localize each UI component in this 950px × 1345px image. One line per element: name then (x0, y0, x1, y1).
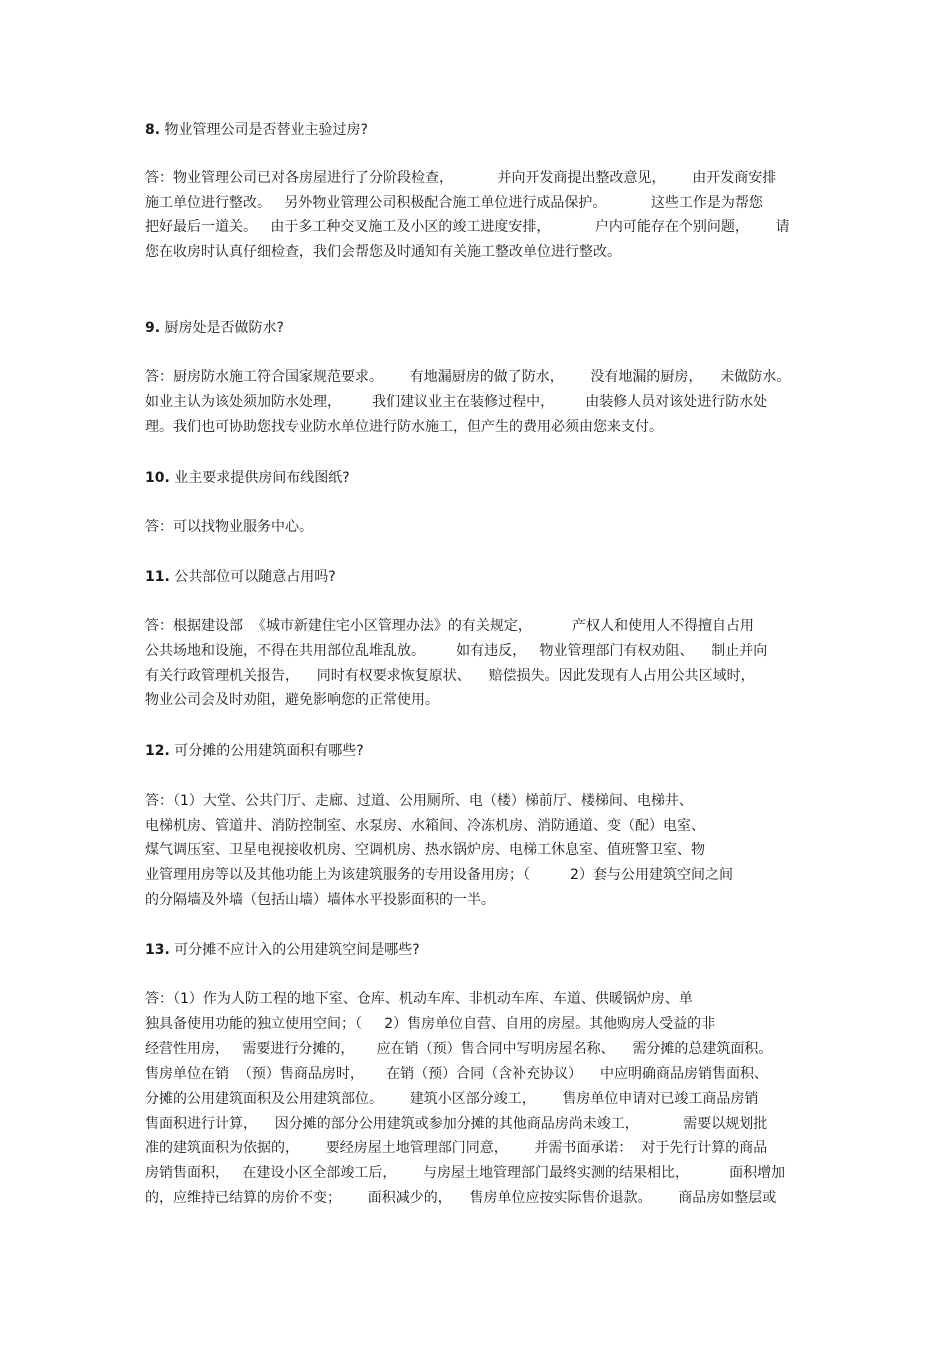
answer-line: 的分隔墙及外墙（包括山墙）墙体水平投影面积的一半。 (145, 892, 495, 908)
answer-line: 分摊的公用建筑面积及公用建筑部位。 建筑小区部分竣工， 售房单位申请对已竣工商品房销 (145, 1091, 759, 1107)
question-text: 物业管理公司是否替业主验过房? (164, 122, 368, 138)
question-10 (145, 468, 350, 488)
answer-line: 煤气调压室、卫星电视接收机房、空调机房、热水锅炉房、电梯工休息室、值班警卫室、物 (145, 842, 705, 858)
question-11 (145, 567, 336, 587)
question-number: 10. (145, 470, 170, 486)
answer-line: 售面积进行计算， 因分摊的部分公用建筑或参加分摊的其他商品房尚未竣工， 需要以规划批 (145, 1116, 768, 1132)
answer-line: 施工单位进行整改。 另外物业管理公司积极配合施工单位进行成品保护。 这些工作是为帮您 (145, 195, 763, 211)
question-8 (145, 120, 368, 140)
answer-line: 经营性用房， 需要进行分摊的， 应在销（预）售合同中写明房屋名称、 需分摊的总建筑面积。 (145, 1041, 773, 1057)
question-number: 12. (145, 743, 170, 759)
answer-line: 答：（1）大堂、公共门厅、走廊、过道、公用厕所、电（楼）梯前厅、楼梯间、电梯井、 (145, 793, 693, 809)
question-13 (145, 940, 420, 960)
answer-line: 业管理用房等以及其他功能上为该建筑服务的专用设备用房；（ 2）套与公用建筑空间之间 (145, 867, 733, 883)
answer-line: 的，应维持已结算的房价不变； 面积减少的， 售房单位应按实际售价退款。 商品房如整层或 (145, 1190, 777, 1206)
answer-line: 把好最后一道关。 由于多工种交叉施工及小区的竣工进度安排， 户内可能存在个别问题， 请 (145, 219, 790, 235)
answer-line: 答：物业管理公司已对各房屋进行了分阶段检查， 并向开发商提出整改意见， 由开发商安排 (145, 170, 777, 186)
answer-line: 答：（1）作为人防工程的地下室、仓库、机动车库、非机动车库、车道、供暖锅炉房、单 (145, 991, 693, 1007)
answer-line: 公共场地和设施，不得在共用部位乱堆乱放。 如有违反， 物业管理部门有权劝阻、 制止并向 (145, 643, 768, 659)
question-text: 可分摊不应计入的公用建筑空间是哪些? (174, 942, 420, 958)
answer-line: 答：可以找物业服务中心。 (145, 519, 313, 535)
question-number: 8. (145, 122, 161, 138)
answer-line: 物业公司会及时劝阻，避免影响您的正常使用。 (145, 692, 439, 708)
question-text: 公共部位可以随意占用吗? (174, 569, 336, 585)
answer-line: 有关行政管理机关报告， 同时有权要求恢复原状、 赔偿损失。因此发现有人占用公共区域时， (145, 668, 755, 684)
answer-line: 如业主认为该处须加防水处理， 我们建议业主在装修过程中， 由装修人员对该处进行防水处 (145, 394, 768, 410)
question-text: 业主要求提供房间布线图纸? (174, 470, 350, 486)
answer-line: 理。我们也可协助您找专业防水单位进行防水施工，但产生的费用必须由您来支付。 (145, 419, 663, 435)
answer-line: 答：厨房防水施工符合国家规范要求。 有地漏厨房的做了防水， 没有地漏的厨房， 未做防水。 (145, 369, 791, 385)
question-text: 厨房处是否做防水? (164, 320, 284, 336)
answer-line: 独具备使用功能的独立使用空间；（ 2）售房单位自营、自用的房屋。其他购房人受益的非 (145, 1016, 716, 1032)
question-number: 13. (145, 942, 170, 958)
question-9 (145, 318, 284, 338)
answer-line: 答：根据建设部 《城市新建住宅小区管理办法》的有关规定， 产权人和使用人不得擅自占用 (145, 618, 754, 634)
answer-line: 您在收房时认真仔细检查，我们会帮您及时通知有关施工整改单位进行整改。 (145, 244, 621, 260)
answer-line: 准的建筑面积为依据的， 要经房屋土地管理部门同意， 并需书面承诺： 对于先行计算的商品 (145, 1140, 768, 1156)
question-number: 9. (145, 320, 161, 336)
answer-line: 电梯机房、管道井、消防控制室、水泵房、水箱间、冷冻机房、消防通道、变（配）电室、 (145, 818, 705, 834)
question-number: 11. (145, 569, 170, 585)
question-12 (145, 741, 364, 761)
answer-line: 房销售面积， 在建设小区全部竣工后， 与房屋土地管理部门最终实测的结果相比， 面积增加 (145, 1165, 786, 1181)
answer-line: 售房单位在销 （预）售商品房时， 在销（预）合同（含补充协议） 中应明确商品房销售面积、 (145, 1066, 768, 1082)
question-text: 可分摊的公用建筑面积有哪些? (174, 743, 364, 759)
